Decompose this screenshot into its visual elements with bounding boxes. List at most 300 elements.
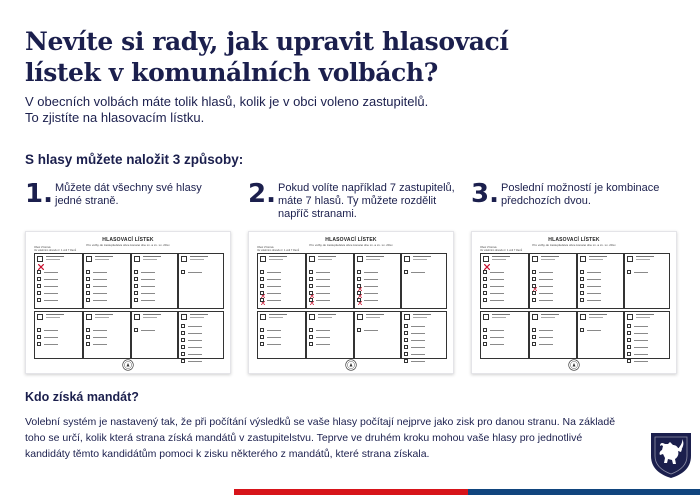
candidate-name [141,293,155,294]
party-checkbox [404,314,410,320]
candidate-checkbox [627,338,631,342]
candidate-name [364,330,378,331]
candidate-row [181,331,225,336]
flag-band-blue [468,489,700,495]
candidate-row [134,277,179,282]
candidate-checkbox [309,342,313,346]
state-seal-icon [122,358,134,370]
party-box [306,311,354,359]
ballot-note [480,246,550,252]
candidate-row [134,328,179,333]
candidate-row [86,277,132,282]
party-checkbox [37,256,43,262]
candidate-row [37,291,84,296]
party-name-sub [318,259,332,260]
candidate-name [490,330,504,331]
candidate-checkbox [483,277,487,281]
candidate-row [309,284,355,289]
candidate-name [141,330,155,331]
candidate-checkbox [357,270,361,274]
party-name-sub [413,259,427,260]
mandate-heading: Kdo získá mandát? [25,390,139,404]
candidate-checkbox [37,342,41,346]
candidate-row [86,328,132,333]
candidate-row [260,284,307,289]
ballot-example-3 [471,231,677,374]
candidate-name [188,354,202,355]
candidate-checkbox [260,335,264,339]
candidate-checkbox [134,298,138,302]
candidate-name [539,286,553,287]
party-checkbox [134,314,140,320]
candidate-name [587,272,601,273]
candidate-row [627,331,671,336]
party-checkbox [357,256,363,262]
candidate-checkbox [404,345,408,349]
candidate-checkbox [86,270,90,274]
candidate-name [267,344,281,345]
party-name-sub [541,317,555,318]
candidate-name [539,330,553,331]
candidate-row [181,352,225,357]
candidate-row [404,338,448,343]
candidate-name [141,272,155,273]
candidate-row [181,338,225,343]
candidate-checkbox [181,324,185,328]
candidate-checkbox [357,284,361,288]
candidate-name [490,300,504,301]
candidate-name [188,347,202,348]
party-name [269,256,287,257]
party-name [541,314,559,315]
party-name [46,256,64,257]
candidate-row [483,298,530,303]
candidate-row [134,291,179,296]
candidate-row [181,324,225,329]
party-checkbox [309,314,315,320]
party-box [178,253,224,309]
party-checkbox [260,314,266,320]
party-name [318,314,336,315]
candidate-checkbox [309,277,313,281]
candidate-checkbox [134,328,138,332]
party-box [257,253,306,309]
ballot-note-line: Ve volebním obvodu č. 1 volí 7 členů [480,249,523,252]
party-name [413,256,431,257]
party-checkbox [483,256,489,262]
candidate-checkbox [134,291,138,295]
candidate-row [309,342,355,347]
candidate-checkbox [627,359,631,363]
party-name-sub [269,317,283,318]
ballot-example-1 [25,231,231,374]
candidate-checkbox [181,270,185,274]
ballot-note-line: Obec Vzorová [480,246,497,249]
party-name-sub [269,259,283,260]
candidate-row [404,345,448,350]
candidate-checkbox [532,342,536,346]
party-box [131,253,178,309]
candidate-checkbox [260,270,264,274]
party-name [366,256,384,257]
candidate-row [260,298,307,303]
candidate-checkbox [627,324,631,328]
candidate-checkbox [181,331,185,335]
ballot-title: HLASOVACÍ LÍSTEK [325,237,377,243]
candidate-name [539,337,553,338]
candidate-checkbox [532,291,536,295]
step-text [55,182,235,208]
candidate-row [181,345,225,350]
ballot-note-line: Obec Vzorová [257,246,274,249]
party-checkbox [181,314,187,320]
candidate-row [404,359,448,364]
candidate-row [627,324,671,329]
candidate-row [260,291,307,296]
party-name [143,256,161,257]
party-name [143,314,161,315]
candidate-row [483,284,530,289]
candidate-checkbox [260,298,264,302]
candidate-checkbox [309,291,313,295]
candidate-name [141,279,155,280]
party-box [624,311,670,359]
party-name-sub [190,317,204,318]
candidate-checkbox [86,328,90,332]
candidate-row [260,328,307,333]
candidate-checkbox [260,342,264,346]
candidate-checkbox [483,298,487,302]
candidate-row [134,270,179,275]
candidate-checkbox [181,359,185,363]
party-checkbox [627,314,633,320]
candidate-row [37,277,84,282]
party-name [492,314,510,315]
party-name-sub [541,259,555,260]
candidate-name [141,300,155,301]
candidate-checkbox [483,284,487,288]
candidate-checkbox [260,291,264,295]
candidate-name [93,286,107,287]
candidate-name [411,272,425,273]
candidate-row [627,270,671,275]
ballot-title: HLASOVACÍ LÍSTEK [548,237,600,243]
candidate-checkbox [483,328,487,332]
candidate-name [267,330,281,331]
party-box [529,253,577,309]
ways-heading: S hlasy můžete naložit 3 způsoby: [25,152,244,167]
candidate-row [357,284,402,289]
party-name [95,314,113,315]
candidate-checkbox [357,298,361,302]
candidate-row [483,335,530,340]
candidate-row [309,335,355,340]
candidate-checkbox [532,277,536,281]
candidate-row [627,359,671,364]
party-box [34,311,83,359]
candidate-name [316,337,330,338]
candidate-row [357,277,402,282]
candidate-row [580,284,625,289]
ballot-note [257,246,327,252]
state-seal-icon [345,358,357,370]
candidate-name [188,340,202,341]
candidate-name [490,272,504,273]
candidate-row [37,284,84,289]
candidate-row [404,352,448,357]
candidate-name [490,344,504,345]
mandate-text-line: toho se určí, kolik která strana získá mandátů v zastupitelstvu. Teprve ve druhém kroku mohou vaše hlasy pro jednotlivé [25,432,583,444]
candidate-name [364,293,378,294]
candidate-name [364,300,378,301]
candidate-checkbox [86,335,90,339]
step-text-line: jedné straně. [55,195,119,207]
step-number: 1. [25,179,53,209]
candidate-row [37,335,84,340]
party-name-sub [95,259,109,260]
party-checkbox [309,256,315,262]
candidate-checkbox [483,342,487,346]
candidate-name [539,272,553,273]
candidate-row [532,277,578,282]
candidate-name [44,300,58,301]
party-checkbox [181,256,187,262]
candidate-name [539,344,553,345]
candidate-row [580,328,625,333]
candidate-name [316,272,330,273]
candidate-name [141,286,155,287]
candidate-row [357,298,402,303]
party-checkbox [580,314,586,320]
party-checkbox [580,256,586,262]
candidate-name [44,344,58,345]
candidate-checkbox [483,291,487,295]
candidate-name [267,272,281,273]
candidate-name [364,272,378,273]
party-name [46,314,64,315]
party-name [541,256,559,257]
candidate-row [309,298,355,303]
party-box [178,311,224,359]
candidate-name [411,354,425,355]
party-checkbox [532,314,538,320]
party-box [577,311,624,359]
party-name [589,256,607,257]
candidate-checkbox [532,298,536,302]
candidate-row [309,270,355,275]
intro-text [25,94,545,126]
candidate-name [490,286,504,287]
ballot-note-line: Ve volebním obvodu č. 1 volí 7 členů [34,249,77,252]
candidate-checkbox [483,270,487,274]
party-name-sub [143,317,157,318]
candidate-name [316,330,330,331]
candidate-row [37,298,84,303]
candidate-row [357,270,402,275]
candidate-name [634,354,648,355]
candidate-checkbox [532,270,536,274]
candidate-checkbox [404,359,408,363]
candidate-name [587,286,601,287]
party-box [624,253,670,309]
candidate-row [627,345,671,350]
candidate-name [411,347,425,348]
candidate-name [44,286,58,287]
candidate-row [404,324,448,329]
candidate-checkbox [580,277,584,281]
title-line-2: lístek v komunálních volbách? [25,58,438,87]
candidate-name [634,361,648,362]
candidate-name [411,333,425,334]
candidate-row [532,335,578,340]
candidate-name [634,347,648,348]
party-name [95,256,113,257]
candidate-row [37,270,84,275]
party-box [577,253,624,309]
candidate-name [188,326,202,327]
candidate-checkbox [309,270,313,274]
ballot-subtitle: Pro volby do zastupitelstva obce konané dne xx. a xx. xx. 20xx [532,243,616,247]
candidate-name [44,330,58,331]
candidate-row [86,270,132,275]
step-number: 2. [248,179,276,209]
party-checkbox [86,314,92,320]
candidate-checkbox [181,345,185,349]
step-text-line: Poslední možností je kombinace [501,182,660,194]
candidate-row [134,284,179,289]
candidate-name [93,330,107,331]
party-name-sub [143,259,157,260]
candidate-checkbox [532,284,536,288]
candidate-name [587,279,601,280]
candidate-checkbox [580,284,584,288]
candidate-checkbox [37,328,41,332]
candidate-row [260,342,307,347]
candidate-row [627,352,671,357]
candidate-row [86,298,132,303]
intro-line-2: To zjistíte na hlasovacím lístku. [25,110,205,125]
party-name-sub [366,259,380,260]
mandate-text-line: Volební systém je nastavený tak, že při počítání výsledků se vaše hlasy počítají nejprve jako zisk pro danou stranu. Na základě [25,416,616,428]
candidate-row [260,335,307,340]
candidate-row [532,284,578,289]
party-checkbox [134,256,140,262]
party-checkbox [404,256,410,262]
candidate-checkbox [37,291,41,295]
party-name [636,256,654,257]
mandate-text [25,414,616,462]
party-name [589,314,607,315]
party-name-sub [413,317,427,318]
party-name-sub [492,259,506,260]
candidate-name [93,300,107,301]
candidate-checkbox [134,277,138,281]
step-text-line: Můžete dát všechny své hlasy [55,182,202,194]
candidate-row [483,277,530,282]
party-box [480,311,529,359]
party-name [190,256,208,257]
candidate-checkbox [86,284,90,288]
candidate-name [634,340,648,341]
candidate-name [634,326,648,327]
candidate-name [44,337,58,338]
party-name [636,314,654,315]
candidate-row [181,359,225,364]
party-name-sub [95,317,109,318]
party-box [83,311,131,359]
page-title [25,26,545,88]
candidate-row [309,328,355,333]
step-text-line: máte 7 hlasů. Ty můžete rozdělit [278,195,437,207]
candidate-name [316,300,330,301]
candidate-name [587,293,601,294]
candidate-checkbox [532,335,536,339]
candidate-name [188,333,202,334]
party-checkbox [86,256,92,262]
candidate-name [587,300,601,301]
candidate-checkbox [580,328,584,332]
candidate-checkbox [37,270,41,274]
party-name [318,256,336,257]
party-box [354,311,401,359]
candidate-name [634,333,648,334]
candidate-name [364,279,378,280]
candidate-row [86,335,132,340]
candidate-row [134,298,179,303]
candidate-name [267,279,281,280]
step-text [278,182,458,221]
candidate-checkbox [309,284,313,288]
title-line-1: Nevíte si rady, jak upravit hlasovací [25,27,509,56]
party-name-sub [589,317,603,318]
candidate-row [357,328,402,333]
candidate-checkbox [357,328,361,332]
candidate-checkbox [309,298,313,302]
candidate-checkbox [134,284,138,288]
candidate-row [357,291,402,296]
candidate-name [188,272,202,273]
candidate-checkbox [627,270,631,274]
candidate-row [86,291,132,296]
candidate-name [44,272,58,273]
candidate-checkbox [86,277,90,281]
party-box [354,253,401,309]
candidate-name [44,293,58,294]
candidate-checkbox [309,328,313,332]
candidate-name [539,293,553,294]
candidate-row [483,328,530,333]
candidate-checkbox [309,335,313,339]
ballot-title: HLASOVACÍ LÍSTEK [102,237,154,243]
candidate-checkbox [404,324,408,328]
party-box [257,311,306,359]
party-box [480,253,529,309]
party-name [190,314,208,315]
step-number: 3. [471,179,499,209]
candidate-row [37,342,84,347]
party-box [83,253,131,309]
party-name-sub [46,259,60,260]
party-checkbox [37,314,43,320]
candidate-checkbox [580,298,584,302]
party-checkbox [532,256,538,262]
candidate-checkbox [404,331,408,335]
candidate-checkbox [134,270,138,274]
candidate-name [587,330,601,331]
candidate-checkbox [37,284,41,288]
candidate-row [483,342,530,347]
candidate-row [181,270,225,275]
